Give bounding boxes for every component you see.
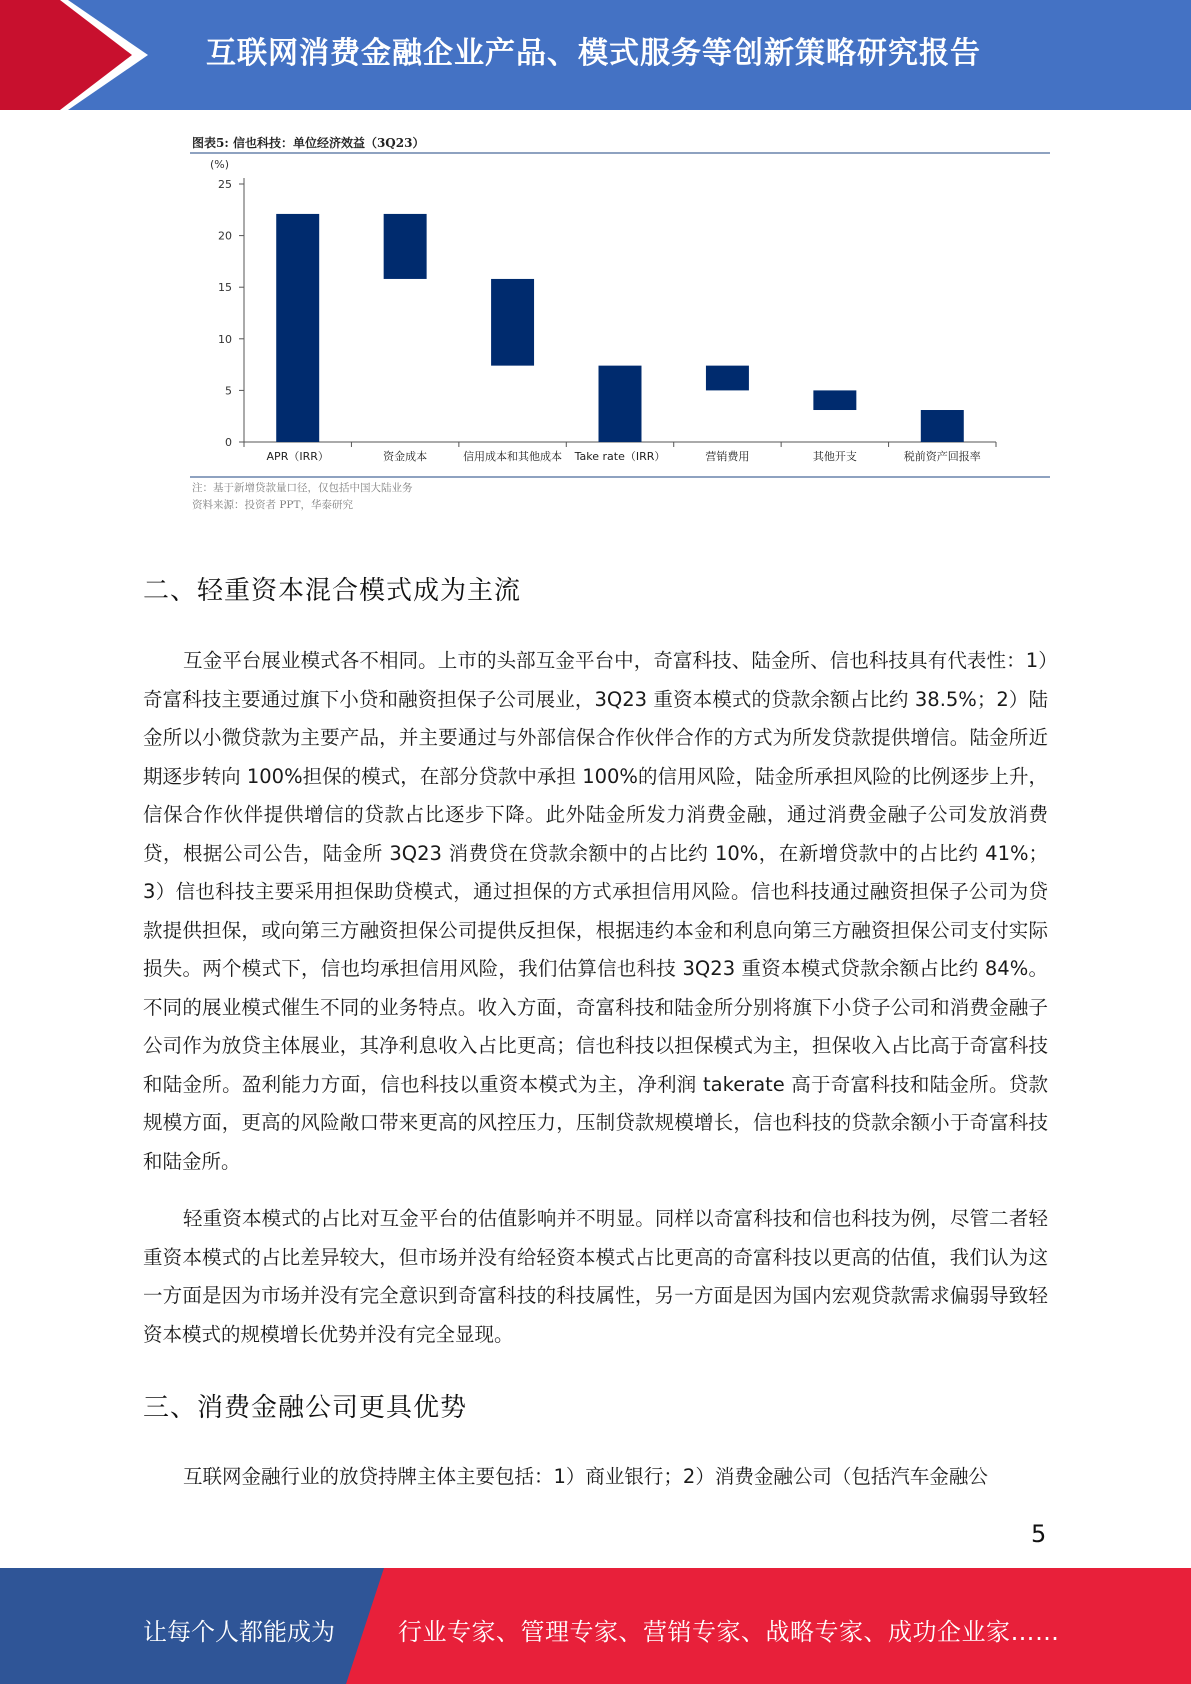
page-number: 5 <box>1031 1520 1047 1548</box>
figure-caption: 图表5: 信也科技：单位经济效益（3Q23） <box>192 136 425 150</box>
y-tick-label: 15 <box>218 281 232 295</box>
x-category-label: APR（IRR） <box>266 450 329 463</box>
header-arrow-decoration <box>0 0 220 110</box>
figure-unit-economics <box>190 132 1050 517</box>
x-category-label: 税前资产回报率 <box>903 450 981 463</box>
page-footer <box>0 1568 1191 1684</box>
waterfall-chart <box>190 154 1050 476</box>
waterfall-bar <box>384 214 427 279</box>
x-category-label: Take rate（IRR） <box>574 450 666 463</box>
waterfall-bar <box>921 410 964 442</box>
report-title: 互联网消费金融企业产品、模式服务等创新策略研究报告 <box>206 36 981 71</box>
y-tick-label: 10 <box>218 332 232 346</box>
y-tick-label: 25 <box>218 178 232 191</box>
section-heading-3: 三、消费金融公司更具优势 <box>143 1393 468 1423</box>
y-axis-unit-label: (%) <box>210 158 230 171</box>
x-category-label: 信用成本和其他成本 <box>463 450 563 463</box>
figure-note: 注：基于新增贷款量口径，仅包括中国大陆业务 <box>192 482 413 494</box>
waterfall-bar <box>706 366 749 391</box>
x-category-label: 营销费用 <box>705 450 750 463</box>
figure-bottom-rule <box>190 476 1050 478</box>
y-tick-label: 5 <box>225 384 232 398</box>
x-category-label: 资金成本 <box>383 450 428 463</box>
section-3-paragraph-1: 互联网金融行业的放贷持牌主体主要包括：1）商业银行；2）消费金融公司（包括汽车金融公 <box>183 1465 988 1488</box>
footer-slogan-right: 行业专家、管理专家、营销专家、战略专家、成功企业家…… <box>398 1618 1060 1646</box>
section-2-paragraph-1: 互金平台展业模式各不相同。上市的头部互金平台中，奇富科技、陆金所、信也科技具有代表性：1）奇富科技主要通过旗下小贷和融资担保子公司展业，3Q23 重资本模式的贷款余额占比约 38.5%；2）陆金所以小微贷款为主要产品，并主要通过与外部信保合作伙伴合作的方式为所发贷款提供增信。陆金所近期逐步转向 100%担保的模式，在部分贷款中承担 100%的信用风险，陆金所承担风险的比例逐步上升，信保合作伙伴提供增信的贷款占比逐步下降。此外陆金所发力消费金融，通过消费金融子公司发放消费贷，根据公司公告，陆金所 3Q23 消费贷在贷款余额中的占比约 10%，在新增贷款中的占比约 41%；3）信也科技主要采用担保助贷模式，通过担保的方式承担信用风险。信也科技通过融资担保子公司为贷款提供担保，或向第三方融资担保公司提供反担保，根据违约本金和利息向第三方融资担保公司支付实际损失。两个模式下，信也均承担信用风险，我们估算信也科技 3Q23 重资本模式贷款余额占比约 84%。不同的展业模式催生不同的业务特点。收入方面，奇富科技和陆金所分别将旗下小贷子公司和消费金融子公司作为放贷主体展业，其净利息收入占比更高；信也科技以担保模式为主，担保收入占比高于奇富科技和陆金所。盈利能力方面，信也科技以重资本模式为主，净利润 takerate 高于奇富科技和陆金所。贷款规模方面，更高的风险敞口带来更高的风控压力，压制贷款规模增长，信也科技的贷款余额小于奇富科技和陆金所。 <box>143 649 1048 1173</box>
waterfall-bar <box>276 214 319 442</box>
x-category-label: 其他开支 <box>812 450 857 463</box>
section-2-paragraph-2: 轻重资本模式的占比对互金平台的估值影响并不明显。同样以奇富科技和信也科技为例，尽管二者轻重资本模式的占比差异较大，但市场并没有给轻资本模式占比更高的奇富科技以更高的估值，我们认为这一方面是因为市场并没有完全意识到奇富科技的科技属性，另一方面是因为国内宏观贷款需求偏弱导致轻资本模式的规模增长优势并没有完全显现。 <box>143 1207 1048 1346</box>
section-heading-2: 二、轻重资本混合模式成为主流 <box>143 576 522 606</box>
figure-source: 资料来源：投资者 PPT，华泰研究 <box>192 499 353 511</box>
waterfall-bar <box>491 279 534 366</box>
waterfall-bar <box>599 366 642 442</box>
footer-slogan-left: 让每个人都能成为 <box>143 1618 335 1646</box>
waterfall-bar <box>813 390 856 410</box>
page-header <box>0 0 1191 110</box>
y-tick-label: 20 <box>218 229 232 243</box>
y-tick-label: 0 <box>225 436 232 449</box>
